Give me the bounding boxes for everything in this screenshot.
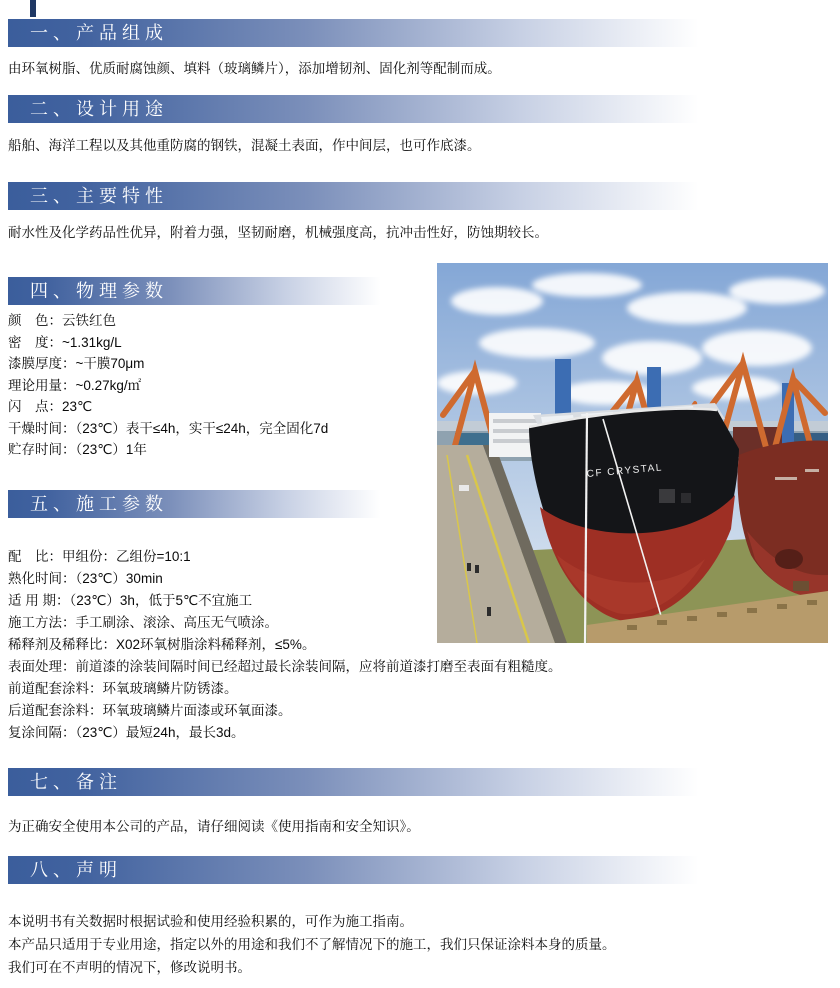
section-title: 四、物理参数 [30, 281, 168, 301]
section-header-application-params [8, 490, 392, 518]
section-body-main-features: 耐水性及化学药品性优异，附着力强，坚韧耐磨，机械强度高，抗冲击性好，防蚀期较长。 [8, 225, 548, 240]
spec-line-drytime: 干燥时间：（23℃）表干≤4h，实干≤24h，完全固化7d [8, 420, 329, 436]
section-header-composition [8, 19, 720, 47]
spec-line-thinner: 稀释剂及稀释比：X02环氧树脂涂料稀释剂，≤5%。 [8, 637, 316, 652]
physical-params-list [8, 310, 428, 461]
section-title: 八、声明 [30, 860, 122, 880]
section-body-design-usage: 船舶、海洋工程以及其他重防腐的钢铁，混凝土表面，作中间层，也可作底漆。 [8, 138, 481, 153]
spec-line-color: 颜 色：云铁红色 [8, 313, 116, 328]
spec-line-overcoat: 复涂间隔：（23℃）最短24h，最长3d。 [8, 725, 245, 740]
section-header-design-usage [8, 95, 720, 123]
spec-line-surface-prep: 表面处理：前道漆的涂装间隔时间已经超过最长涂装间隔，应将前道漆打磨至表面有粗糙度。 [8, 659, 562, 674]
shipyard-photo [437, 263, 828, 643]
spec-line-coverage: 理论用量：~0.27kg/㎡ [8, 377, 142, 393]
spec-line-potlife: 适 用 期：（23℃）3h，低于5℃不宜施工 [8, 593, 253, 608]
spec-line-mix-ratio: 配 比：甲组份：乙组份=10:1 [8, 549, 191, 564]
statement-line-2: 本产品只适用于专业用途，指定以外的用途和我们不了解情况下的施工，我们只保证涂料本身的质量。 [8, 937, 616, 952]
section-header-statement [8, 856, 720, 884]
section-header-main-features [8, 182, 720, 210]
section-body-remarks: 为正确安全使用本公司的产品，请仔细阅读《使用指南和安全知识》。 [8, 819, 420, 834]
section-title: 一、产品组成 [30, 23, 168, 43]
spec-line-flashpoint: 闪 点：23℃ [8, 399, 93, 414]
statement-list [8, 910, 830, 979]
spec-line-primer: 前道配套涂料：环氧玻璃鳞片防锈漆。 [8, 681, 238, 696]
section-title: 五、施工参数 [30, 494, 168, 514]
statement-line-3: 我们可在不声明的情况下，修改说明书。 [8, 960, 251, 975]
spec-line-storage: 贮存时间：（23℃）1年 [8, 442, 147, 457]
spec-line-induction: 熟化时间：（23℃）30min [8, 571, 163, 586]
section-title: 三、主要特性 [30, 186, 168, 206]
statement-line-1: 本说明书有关数据时根据试验和使用经验积累的，可作为施工指南。 [8, 914, 413, 929]
spec-line-topcoat: 后道配套涂料：环氧玻璃鳞片面漆或环氧面漆。 [8, 703, 292, 718]
section-title: 二、设计用途 [30, 99, 168, 119]
ship-name-label: CF CRYSTAL [586, 462, 664, 480]
page-top-marker [30, 0, 36, 17]
section-title: 七、备注 [30, 772, 122, 792]
section-body-composition: 由环氧树脂、优质耐腐蚀颜、填料（玻璃鳞片），添加增韧剂、固化剂等配制而成。 [8, 61, 501, 76]
spec-line-density: 密 度：~1.31kg/L [8, 334, 122, 350]
spec-line-thickness: 漆膜厚度：~干膜70μm [8, 356, 145, 371]
spec-line-method: 施工方法：手工刷涂、滚涂、高压无气喷涂。 [8, 615, 278, 630]
shipyard-photo-art [437, 263, 828, 643]
section-header-remarks [8, 768, 720, 796]
section-header-physical-params [8, 277, 392, 305]
